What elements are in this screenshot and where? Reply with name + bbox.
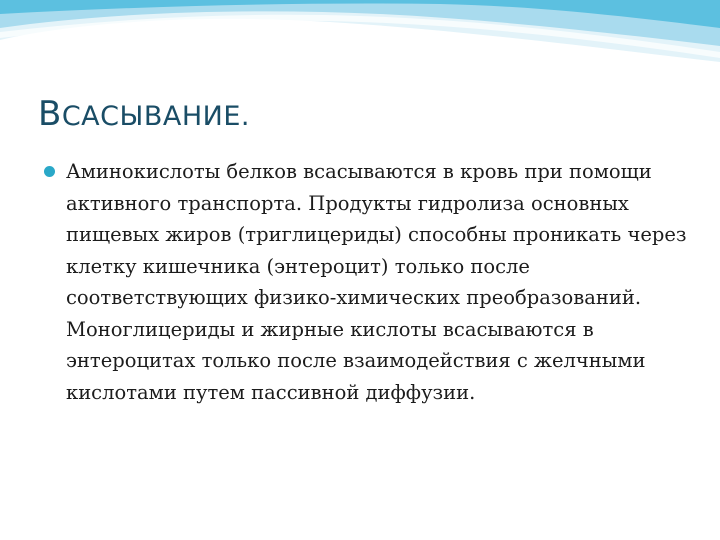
bullet-item — [44, 156, 704, 408]
title-first-letter: В — [38, 94, 62, 134]
title-rest: САСЫВАНИЕ. — [61, 101, 250, 132]
slide-content — [44, 156, 704, 408]
bullet-text: Аминокислоты белков всасываются в кровь при помощи активного транспорта. Продукты гидролиза основных пищевых жиров (триглицериды) способны проникать через клетку кишечника (энтероцит) только после соответствующих физико-химических преобразований. Моноглицериды и жирные кислоты всасываются в энтероцитах только после взаимодействия с желчными кислотами путем пассивной диффузии. — [66, 160, 687, 404]
slide-title — [38, 94, 250, 134]
bullet-dot-icon — [44, 166, 55, 177]
